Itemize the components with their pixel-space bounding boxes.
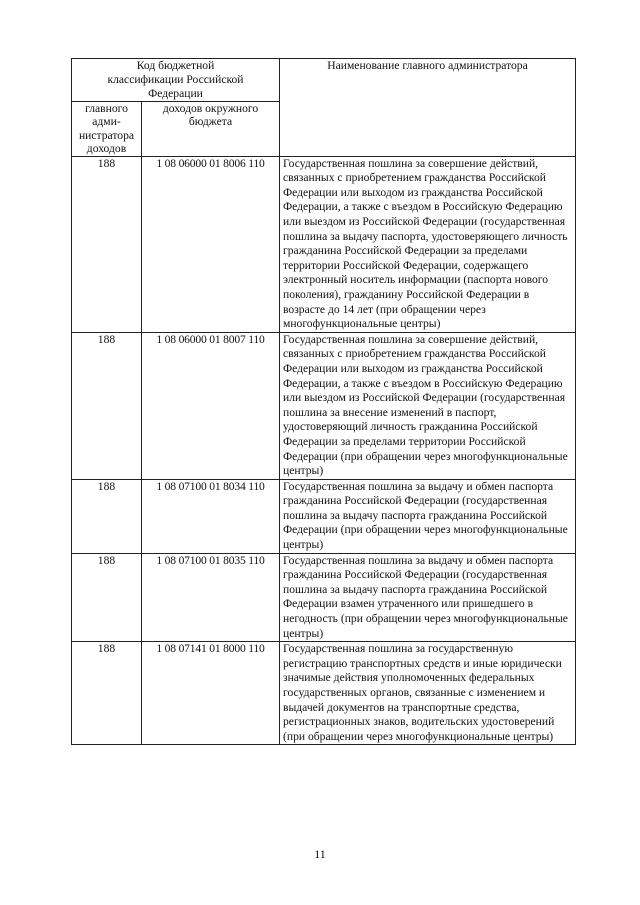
page-number: 11 — [314, 847, 326, 861]
table-row — [72, 332, 576, 479]
budget-code-cell: 1 08 06000 01 8007 110 — [142, 332, 280, 479]
administrator-name-cell: Государственная пошлина за совершение действий, связанных с приобретением гражданства Российской Федерации или выходом из гражданства Российской Федерации, а также с въездом в Российскую Федерацию или выездом из Российской Федерации (государственная пошлина за внесение изменений в паспорт, удостоверяющий личность гражданина Российской Федерации за пределами территории Российской Федерации (при обращении через многофункциональные центры) — [280, 332, 576, 479]
table-row — [72, 479, 576, 553]
table-row — [72, 642, 576, 745]
admin-code-cell: 188 — [72, 156, 142, 332]
admin-code-cell: 188 — [72, 332, 142, 479]
table-header-row — [72, 59, 576, 102]
budget-code-cell: 1 08 06000 01 8006 110 — [142, 156, 280, 332]
header-district-budget-income: доходов окружного бюджета — [142, 102, 280, 157]
budget-code-cell: 1 08 07100 01 8034 110 — [142, 479, 280, 553]
header-chief-administrator: главного адми-нистратора доходов — [72, 102, 142, 157]
admin-code-cell: 188 — [72, 479, 142, 553]
administrator-name-cell: Государственная пошлина за совершение действий, связанных с приобретением гражданства Российской Федерации или выходом из гражданства Российской Федерации, а также с въездом в Российскую Федерацию или выездом из Российской Федерации (государственная пошлина за выдачу паспорта, удостоверяющего личность гражданина Российской Федерации за пределами территории Российской Федерации, содержащего электронный носитель информации (паспорта нового поколения), гражданину Российской Федерации в возрасте до 14 лет (при обращении через многофункциональные центры) — [280, 156, 576, 332]
budget-code-cell: 1 08 07100 01 8035 110 — [142, 553, 280, 642]
budget-classification-table — [71, 58, 576, 745]
budget-code-cell: 1 08 07141 01 8000 110 — [142, 642, 280, 745]
table-row — [72, 156, 576, 332]
administrator-name-cell: Государственная пошлина за выдачу и обмен паспорта гражданина Российской Федерации (государственная пошлина за выдачу паспорта гражданина Российской Федерации (при обращении через многофункциональные центры) — [280, 479, 576, 553]
admin-code-cell: 188 — [72, 553, 142, 642]
header-administrator-name: Наименование главного администратора — [280, 59, 576, 157]
table-row — [72, 553, 576, 642]
header-budget-classification: Код бюджетной классификации Российской Федерации — [72, 59, 280, 102]
admin-code-cell: 188 — [72, 642, 142, 745]
administrator-name-cell: Государственная пошлина за государственную регистрацию транспортных средств и иные юридически значимые действия уполномоченных федеральных государственных органов, связанные с изменением и выдачей документов на транспортные средства, регистрационных знаков, водительских удостоверений (при обращении через многофункциональные центры) — [280, 642, 576, 745]
administrator-name-cell: Государственная пошлина за выдачу и обмен паспорта гражданина Российской Федерации (государственная пошлина за выдачу паспорта гражданина Российской Федерации взамен утраченного или пришедшего в негодность (при обращении через многофункциональные центры) — [280, 553, 576, 642]
